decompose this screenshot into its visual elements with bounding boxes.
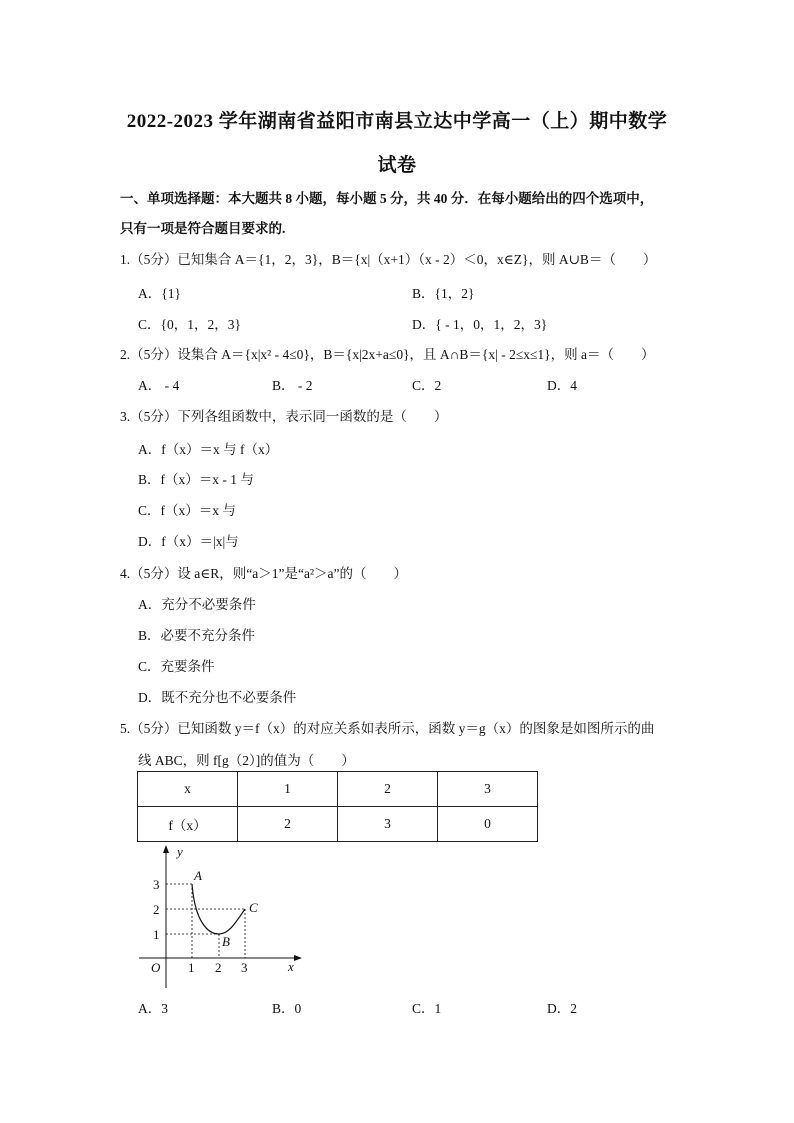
x-axis-arrow: [294, 955, 302, 961]
question-5-option-b[interactable]: B．0: [272, 1001, 302, 1016]
question-1-option-a[interactable]: A．{1}: [138, 286, 181, 301]
question-3-option-b[interactable]: B．f（x）＝x - 1 与: [138, 472, 254, 487]
question-3-option-a[interactable]: A．f（x）＝x 与 f（x）: [138, 442, 279, 457]
y-tick-3: 3: [153, 877, 160, 892]
question-4-option-d[interactable]: D．既不充分也不必要条件: [138, 690, 297, 705]
x-tick-1: 1: [188, 960, 195, 975]
question-4-option-a[interactable]: A．充分不必要条件: [138, 597, 256, 612]
x-axis-label: x: [288, 959, 294, 974]
question-5-option-d[interactable]: D．2: [547, 1001, 577, 1016]
y-axis-arrow: [163, 845, 169, 853]
question-4-stem: 4.（5分）设 a∈R，则“a＞1”是“a²＞a”的（ ）: [120, 566, 407, 581]
question-1-option-d[interactable]: D．{ - 1，0，1，2，3}: [412, 317, 548, 332]
table-cell: x: [138, 772, 238, 807]
y-tick-2: 2: [153, 902, 160, 917]
question-1-option-b[interactable]: B．{1，2}: [412, 286, 475, 301]
question-5-stem-line1: 5.（5分）已知函数 y＝f（x）的对应关系如表所示，函数 y＝g（x）的图象是如图所示的曲: [120, 721, 655, 736]
table-row: [138, 772, 538, 807]
curve-abc-graph: [133, 842, 308, 990]
table-cell: f（x）: [138, 807, 238, 842]
question-3-option-d[interactable]: D．f（x）＝|x|与: [138, 534, 239, 549]
x-tick-3: 3: [241, 960, 248, 975]
question-3-stem: 3.（5分）下列各组函数中，表示同一函数的是（ ）: [120, 409, 448, 424]
exam-title-line1: 2022-2023 学年湖南省益阳市南县立达中学高一（上）期中数学: [126, 111, 668, 132]
question-2-option-b[interactable]: B． - 2: [272, 378, 313, 393]
question-2-option-a[interactable]: A． - 4: [138, 378, 180, 393]
function-table: [137, 771, 538, 842]
question-5-stem-line2: 线 ABC，则 f[g（2）]的值为（ ）: [138, 753, 355, 768]
question-4-option-b[interactable]: B．必要不充分条件: [138, 628, 256, 643]
table-cell: 3: [338, 807, 438, 842]
origin-label: O: [151, 960, 161, 975]
point-a-label: A: [194, 868, 202, 883]
point-c-label: C: [249, 900, 258, 915]
y-axis-label: y: [177, 844, 183, 859]
question-2-option-c[interactable]: C．2: [412, 378, 442, 393]
table-cell: 3: [438, 772, 538, 807]
y-tick-1: 1: [153, 927, 160, 942]
question-2-stem: 2.（5分）设集合 A＝{x|x² - 4≤0}，B＝{x|2x+a≤0}，且 A∩B＝{x| - 2≤x≤1}，则 a＝（ ）: [120, 347, 655, 362]
table-cell: 1: [238, 772, 338, 807]
table-cell: 2: [338, 772, 438, 807]
table-cell: 2: [238, 807, 338, 842]
question-5-option-a[interactable]: A．3: [138, 1001, 168, 1016]
question-1-stem: 1.（5分）已知集合 A＝{1，2，3}，B＝{x|（x+1）（x - 2）＜0，x∈Z}，则 A∪B＝（ ）: [120, 252, 657, 267]
table-cell: 0: [438, 807, 538, 842]
exam-title-line2: 试卷: [377, 155, 417, 176]
section-instructions-line2: 只有一项是符合题目要求的.: [120, 221, 286, 236]
question-3-option-c[interactable]: C．f（x）＝x 与: [138, 503, 236, 518]
question-5-option-c[interactable]: C．1: [412, 1001, 442, 1016]
question-4-option-c[interactable]: C．充要条件: [138, 659, 215, 674]
question-1-option-c[interactable]: C．{0，1，2，3}: [138, 317, 241, 332]
section-instructions-line1: 一、单项选择题：本大题共 8 小题，每小题 5 分，共 40 分．在每小题给出的四个选项中，: [120, 191, 654, 206]
point-b-label: B: [222, 934, 230, 949]
table-row: [138, 807, 538, 842]
question-2-option-d[interactable]: D．4: [547, 378, 577, 393]
x-tick-2: 2: [215, 960, 222, 975]
